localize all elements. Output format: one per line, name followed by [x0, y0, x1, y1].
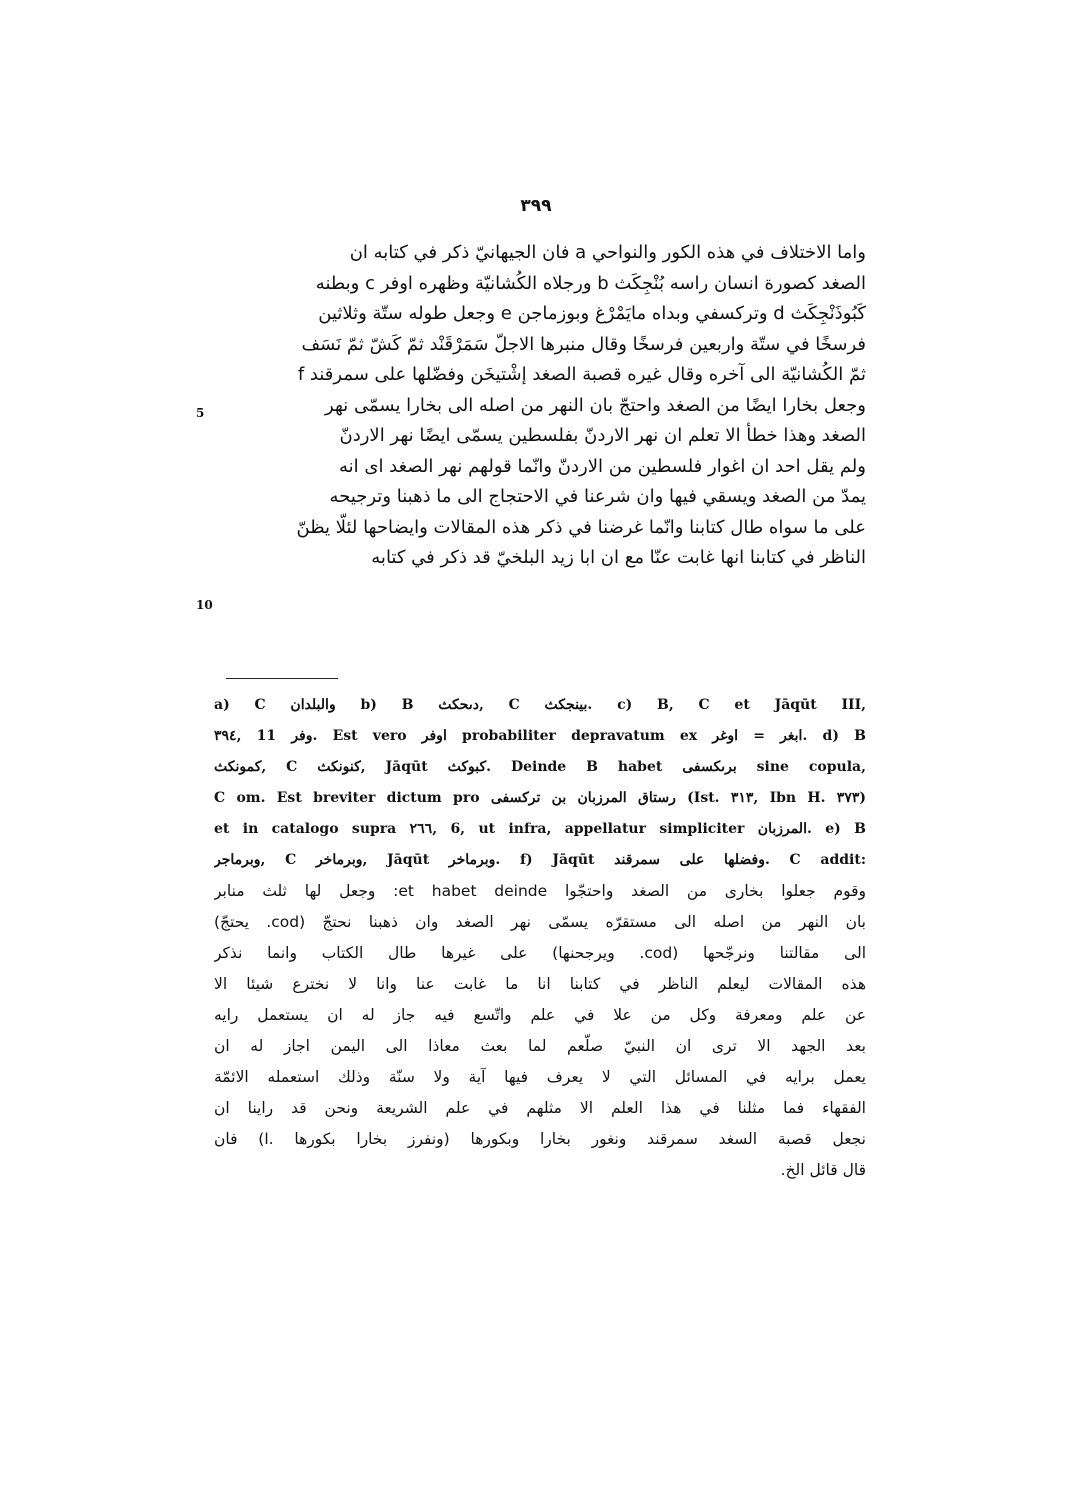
- footnote-line: الفقهاء فما مثلنا في هذا العلم الا مثلهم في علم الشريعة ونحن قد راينا ان: [214, 1099, 866, 1117]
- footnote-divider: [226, 678, 338, 679]
- footnote-line: ٣٩٤, 11 وفر. Est vero اوفر probabiliter depravatum ex ابغر = اوغر. d) B: [214, 728, 866, 744]
- text-line: كَبُوذَنْجِكَث d وتركسفي وبداه مايَمْرْغ وبوزماجن e وجعل طوله ستّة وثلاثين: [318, 303, 866, 324]
- footnote-line: بعد الجهد الا ترى ان النبيّ صلّعم لما بعث معاذا الى اليمن اجاز له ان: [214, 1037, 866, 1055]
- footnote-line: et in catalogo supra ٢٦٦, 6, ut infra, appellatur simpliciter المرزبان. e) B: [214, 821, 866, 837]
- text-line: ثمّ الكُشانيّة الى آخره وقال غيره قصبة الصغد إشْتيخَن وفضّلها على سمرقند f: [297, 364, 866, 385]
- footnote-line: يعمل برايه في المسائل التي لا يعرف فيها آية ولا سنّة وذلك استعمله الائمّة: [214, 1068, 866, 1086]
- footnote-line: وبرماجر, C وبرماخر, Jāqūt وبرماخر. f) Jāqūt وفضلها على سمرقند. C addit:: [214, 852, 866, 868]
- footnote-line: C om. Est breviter dictum pro رستاق المرزبان بن تركسفى (Ist. ٣١٣, Ibn H. ٣٧٣): [214, 790, 866, 806]
- text-line: على ما سواه طال كتابنا وانّما غرضنا في ذكر هذه المقالات وايضاحها لئلّا يظنّ: [296, 516, 866, 538]
- footnote-line: نجعل قصبة السغد سمرقند ونغور بخارا وبكورها (ونفرز بخارا بكورها .l) فان: [214, 1130, 866, 1148]
- footnote-line: هذه المقالات ليعلم الناظر في كتابنا انا ما غابت عنا وانا لا نخترع شيئا الا: [214, 975, 866, 993]
- footnote-line: الى مقالتنا ونرجّحها (cod. ويرجحنها) على غيرها طال الكتاب وانما نذكر: [214, 944, 866, 962]
- footnote-line: عن علم ومعرفة وكل من علا في علم واتّسع فيه جاز له ان يستعمل رايه: [214, 1006, 866, 1024]
- text-line: ولم يقل احد ان اغوار فلسطين من الاردنّ وانّما قولهم نهر الصغد اى انه: [338, 455, 866, 477]
- footnote-line: وقوم جعلوا بخارى من الصغد واحتجّوا et habet deinde: وجعل لها ثلث منابر: [214, 882, 866, 900]
- text-line: يمدّ من الصغد ويسقي فيها وان شرعنا في الاحتجاج الى ما ذهبنا وترجيحه: [329, 486, 866, 507]
- footnote-line: كمونكث, C كنونكث, Jāqūt كبوكث. Deinde B habet برىكسفى sine copula,: [214, 759, 866, 775]
- text-line: وجعل بخارا ايضًا من الصغد واحتجّ بان النهر من اصله الى بخارا يسمّى نهر: [325, 394, 866, 416]
- footnote-line: بان النهر من اصله الى مستقرّه يسمّى نهر الصغد وان ذهبنا نحتجّ (cod. يحتجّ): [214, 913, 866, 931]
- footnote-line: قال قائل الخ.: [780, 1161, 866, 1179]
- line-marker-5: 5: [196, 406, 205, 420]
- line-marker-10: 10: [196, 598, 213, 612]
- text-line: واما الاختلاف في هذه الكور والنواحي a فان الجيهانيّ ذكر في كتابه ان: [349, 242, 866, 263]
- page-number: ٣٩٩: [520, 196, 552, 216]
- main-text-block: [214, 238, 866, 574]
- footnotes-block: [214, 690, 866, 1186]
- text-line: الناظر في كتابنا انها غابت عنّا مع ان ابا زيد البلخيّ قد ذكر في كتابه: [371, 547, 866, 568]
- text-line: الصغد كصورة انسان راسه بُنْجِكَث b ورجلاه الكُشانيّة وظهره اوفر c وبطنه: [315, 272, 866, 294]
- text-line: فرسخًا في ستّة واربعين فرسخًا وقال منبرها الاجلّ سَمَرْقَنْد ثمّ كَشّ ثمّ نَسَف: [301, 333, 866, 355]
- text-line: الصغد وهذا خطأ الا تعلم ان نهر الاردنّ بفلسطين يسمّى ايضًا نهر الاردنّ: [339, 425, 866, 446]
- footnote-line: a) C والبلدان b) B دىحكث, C بينجكث. c) B, C et Jāqūt III,: [214, 697, 866, 713]
